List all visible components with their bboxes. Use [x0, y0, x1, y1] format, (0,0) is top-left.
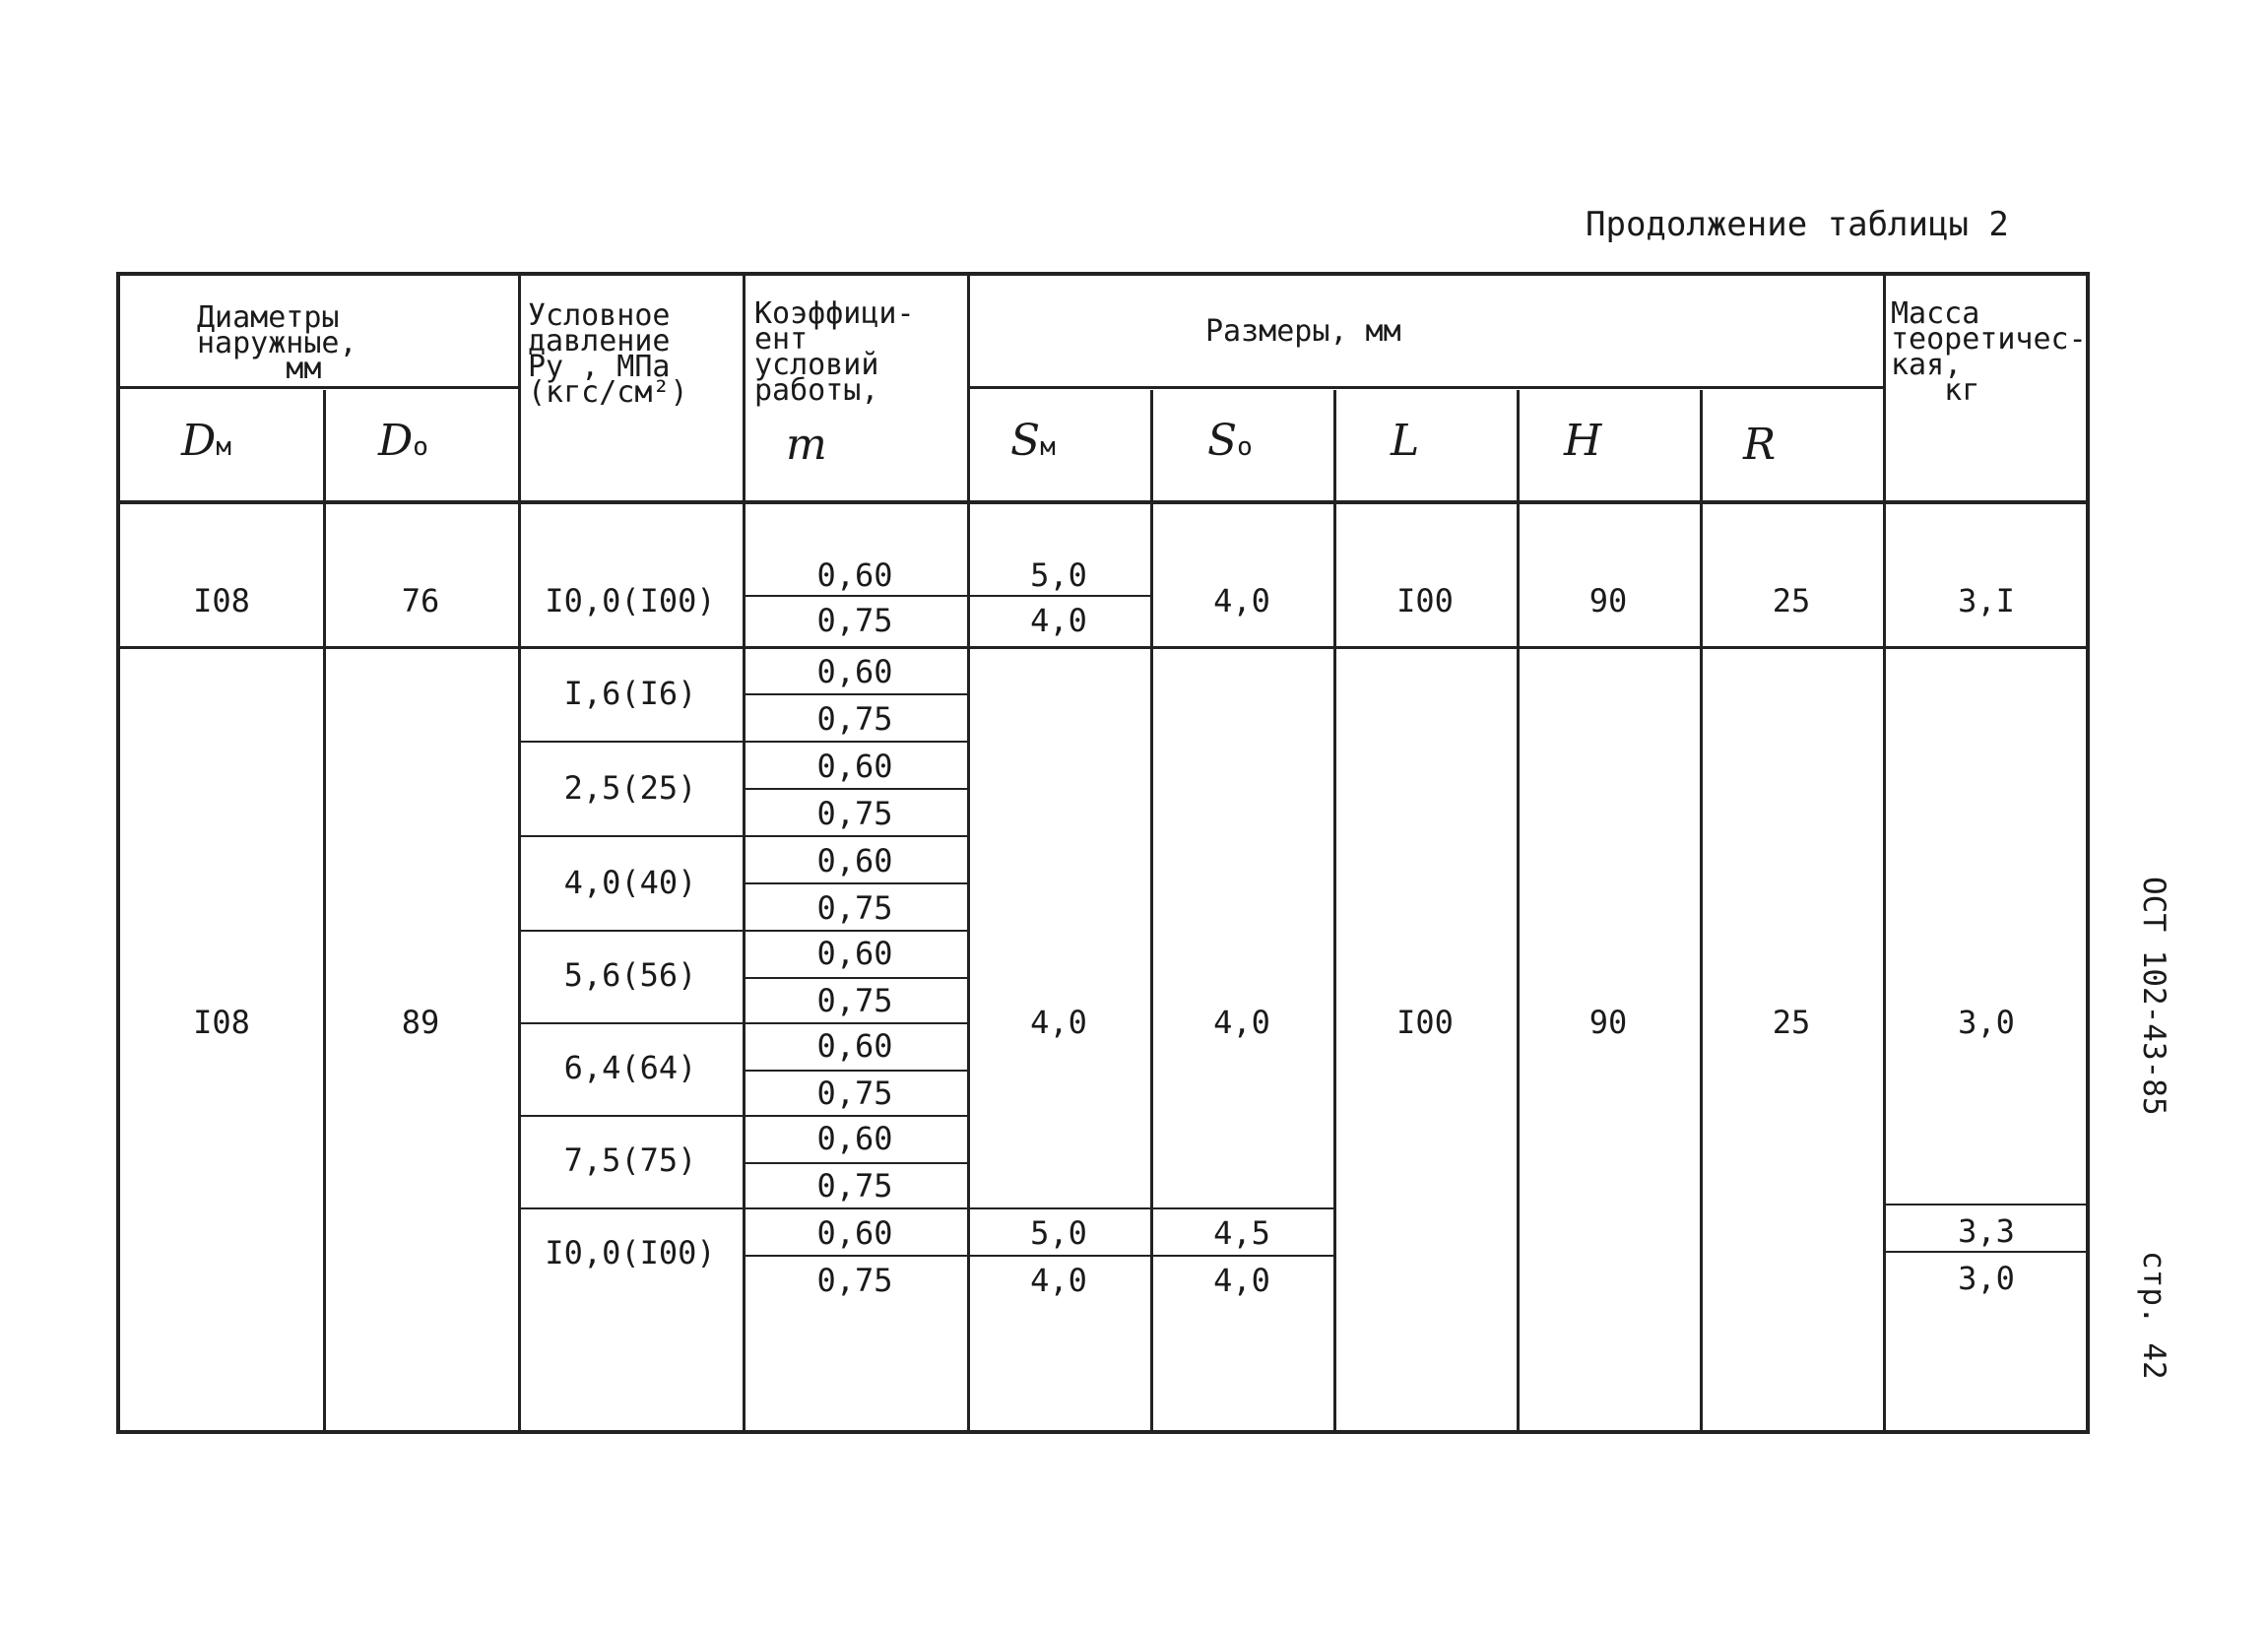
g2-coef: 0,75	[816, 1075, 893, 1112]
g2-so: 4,0	[1213, 1004, 1270, 1041]
g2-pressure-5: 6,4(64)	[563, 1049, 697, 1086]
g2-pressure-7: I0,0(I00)	[545, 1234, 716, 1271]
header-l: L	[1391, 416, 1420, 466]
g1-sm-2: 4,0	[1030, 602, 1087, 639]
g2-pressure-4: 5,6(56)	[563, 956, 697, 994]
header-coef: Коэффици- ент условий работы,	[754, 296, 915, 408]
header-so: Sо	[1207, 416, 1253, 466]
pressure-line-6	[518, 1207, 743, 1209]
g1-coef-2: 0,75	[816, 602, 893, 639]
header-mass: Масса теоретичес- кая, кг	[1891, 296, 2087, 408]
g2-coef: 0,75	[816, 982, 893, 1019]
g2-coef: 0,60	[816, 842, 893, 880]
coef-line	[743, 835, 967, 837]
group1-split	[743, 595, 1150, 597]
g2-coef: 0,60	[816, 1027, 893, 1065]
g2-last-mass-2: 3,0	[1958, 1260, 2015, 1297]
g1-r: 25	[1772, 582, 1811, 619]
pressure-line-4	[518, 1022, 743, 1024]
g2-last-mass-1: 3,3	[1958, 1212, 2015, 1250]
table-caption: Продолжение таблицы 2	[1586, 205, 2009, 244]
g2-coef: 0,75	[816, 889, 893, 927]
g2-coef: 0,60	[816, 1120, 893, 1157]
header-sizes: Размеры, мм	[1205, 314, 1401, 349]
header-dm: Dм	[181, 416, 231, 466]
coef-line	[743, 741, 967, 743]
g2-pressure-1: I,6(I6)	[563, 675, 697, 712]
g2-pressure-6: 7,5(75)	[563, 1141, 697, 1179]
g2-r: 25	[1772, 1004, 1811, 1041]
dimensions-table	[116, 272, 2090, 1434]
coef-line	[743, 1022, 967, 1024]
mass-mid-line	[1883, 1251, 2090, 1253]
g2-last-sm-2: 4,0	[1030, 1262, 1087, 1299]
coef-line	[743, 930, 967, 932]
header-line-sizes	[967, 386, 1883, 389]
g2-last-so-1: 4,5	[1213, 1214, 1270, 1252]
pressure-line-3	[518, 930, 743, 932]
pressure-line-2	[518, 835, 743, 837]
header-line-diameters	[120, 386, 518, 389]
g2-h: 90	[1588, 1004, 1628, 1041]
coef-line	[743, 977, 967, 979]
sm-so-mid-line	[967, 1255, 1333, 1257]
pressure-line-5	[518, 1115, 743, 1117]
col-line-coef	[967, 276, 970, 1434]
header-r: R	[1743, 420, 1777, 470]
header-sm: Sм	[1010, 416, 1056, 466]
col-line-l	[1517, 390, 1520, 1434]
header-diameters: Диаметры наружные, мм	[197, 300, 357, 386]
g2-dm: I08	[193, 1004, 250, 1041]
g1-do: 76	[401, 582, 440, 619]
page-number: стр. 42	[2136, 1251, 2171, 1380]
header-pressure: Условное давление Ру , МПа (кгс/см²)	[528, 298, 688, 410]
col-line-r	[1883, 276, 1886, 1434]
header-h: H	[1564, 416, 1602, 466]
coef-line	[743, 882, 967, 884]
g2-coef: 0,60	[816, 653, 893, 690]
g2-mass: 3,0	[1958, 1004, 2015, 1041]
g2-do: 89	[401, 1004, 440, 1041]
g1-mass: 3,I	[1958, 582, 2015, 619]
g2-l: I00	[1396, 1004, 1454, 1041]
coef-line	[743, 1162, 967, 1164]
g1-dm: I08	[193, 582, 250, 619]
g2-last-sm-1: 5,0	[1030, 1214, 1087, 1252]
col-line-so	[1333, 390, 1336, 1434]
g2-coef: 0,60	[816, 935, 893, 972]
g2-coef: 0,75	[816, 1167, 893, 1205]
g1-l: I00	[1396, 582, 1454, 619]
coef-line	[743, 1255, 967, 1257]
g2-coef: 0,75	[816, 1262, 893, 1299]
g2-coef: 0,60	[816, 748, 893, 785]
pressure-line-1	[518, 741, 743, 743]
g1-pressure: I0,0(I00)	[545, 582, 716, 619]
g1-so: 4,0	[1213, 582, 1270, 619]
g2-pressure-3: 4,0(40)	[563, 864, 697, 901]
coef-line	[743, 1070, 967, 1072]
coef-line	[743, 693, 967, 695]
document-code: ОСТ 102-43-85	[2136, 877, 2171, 1116]
g2-pressure-2: 2,5(25)	[563, 769, 697, 807]
g1-sm-1: 5,0	[1030, 556, 1087, 594]
g1-coef-1: 0,60	[816, 556, 893, 594]
coef-line	[743, 788, 967, 790]
g2-last-so-2: 4,0	[1213, 1262, 1270, 1299]
coef-line	[743, 1207, 967, 1209]
header-bottom-line	[120, 500, 2090, 504]
g2-coef: 0,75	[816, 700, 893, 738]
g1-h: 90	[1588, 582, 1628, 619]
g2-coef: 0,75	[816, 795, 893, 832]
coef-line	[743, 1115, 967, 1117]
group-separator	[120, 646, 2090, 649]
g2-sm: 4,0	[1030, 1004, 1087, 1041]
col-line-dm	[323, 390, 326, 1434]
g2-coef: 0,60	[816, 1214, 893, 1252]
header-coef-symbol: m	[786, 420, 827, 470]
sm-so-top-line	[967, 1207, 1333, 1209]
mass-top-line	[1883, 1204, 2090, 1205]
header-do: Dо	[378, 416, 428, 466]
col-line-h	[1700, 390, 1703, 1434]
